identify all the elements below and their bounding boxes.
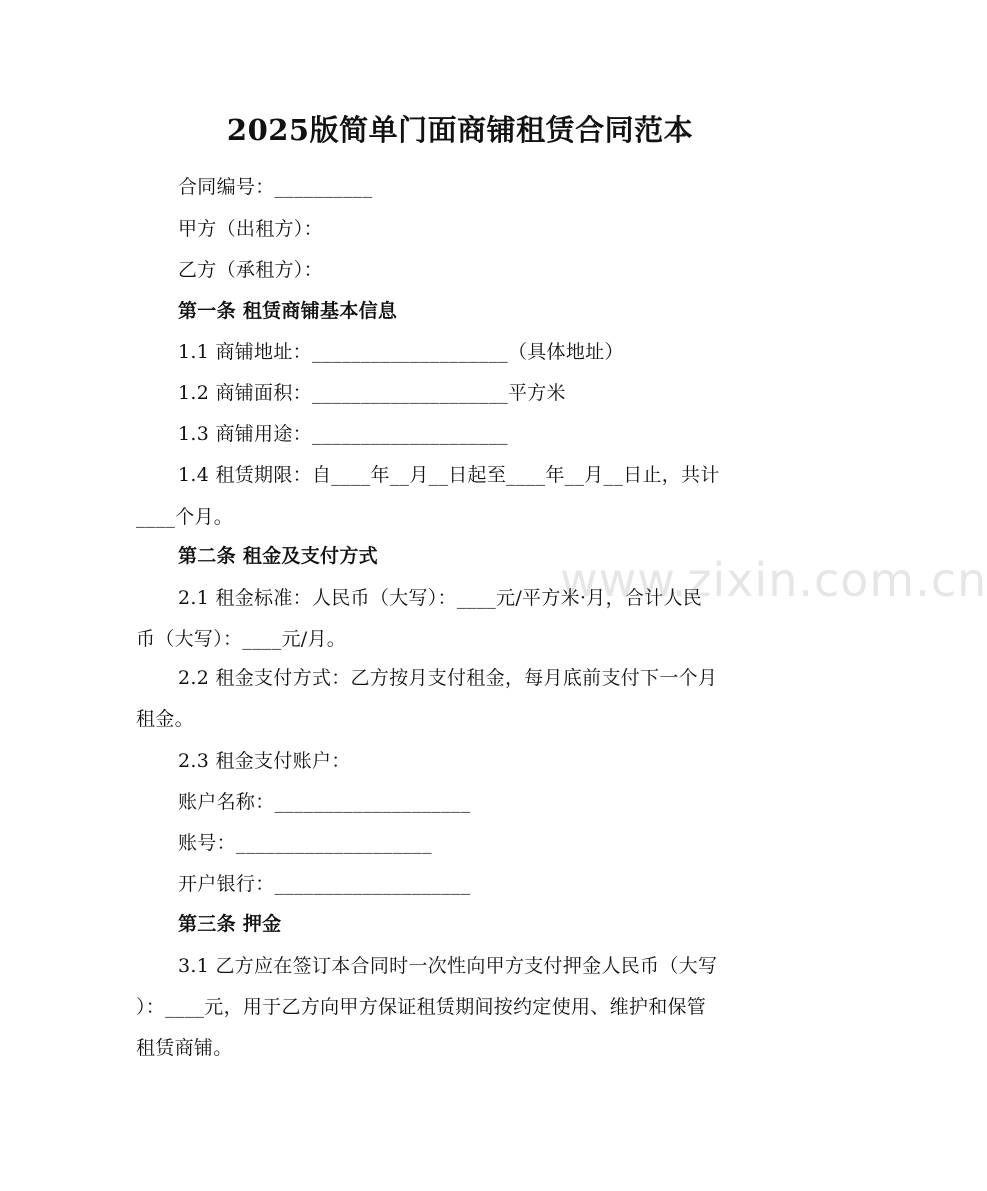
clause-2-2: 2.2 租金支付方式：乙方按月支付租金，每月底前支付下一个月: [178, 667, 718, 689]
clause-1-1: 1.1 商铺地址：____________________（具体地址）: [178, 341, 624, 363]
account-number-line: 账号：____________________: [178, 832, 432, 854]
clause-1-4-continued: ____个月。: [136, 506, 234, 528]
document-title: 2025版简单门面商铺租赁合同范本: [226, 113, 694, 147]
clause-1-3: 1.3 商铺用途：____________________: [178, 423, 508, 445]
clause-1-4: 1.4 租赁期限：自____年__月__日起至____年__月__日止，共计: [178, 464, 720, 486]
article-2-heading: 第二条 租金及支付方式: [178, 545, 378, 567]
clause-2-3: 2.3 租金支付账户：: [178, 750, 351, 772]
party-b-line: 乙方（承租方）：: [178, 259, 323, 281]
clause-3-1-continued: ）：____元，用于乙方向甲方保证租赁期间按约定使用、维护和保管: [136, 996, 707, 1018]
clause-2-1-continued: 币（大写）：____元/月。: [136, 628, 347, 650]
account-name-line: 账户名称：____________________: [178, 791, 471, 813]
watermark: www.zixin.com.cn: [560, 553, 987, 607]
clause-3-1: 3.1 乙方应在签订本合同时一次性向甲方支付押金人民币（大写: [178, 955, 718, 977]
clause-2-2-continued: 租金。: [136, 708, 194, 730]
article-1-heading: 第一条 租赁商铺基本信息: [178, 300, 398, 322]
clause-2-1: 2.1 租金标准：人民币（大写）：____元/平方米·月，合计人民: [178, 587, 703, 609]
clause-3-1-continued-2: 租赁商铺。: [136, 1037, 233, 1059]
contract-number-line: 合同编号：__________: [178, 176, 373, 198]
bank-line: 开户银行：____________________: [178, 873, 471, 895]
party-a-line: 甲方（出租方）：: [178, 218, 323, 240]
article-3-heading: 第三条 押金: [178, 913, 282, 935]
clause-1-2: 1.2 商铺面积：____________________平方米: [178, 382, 566, 404]
